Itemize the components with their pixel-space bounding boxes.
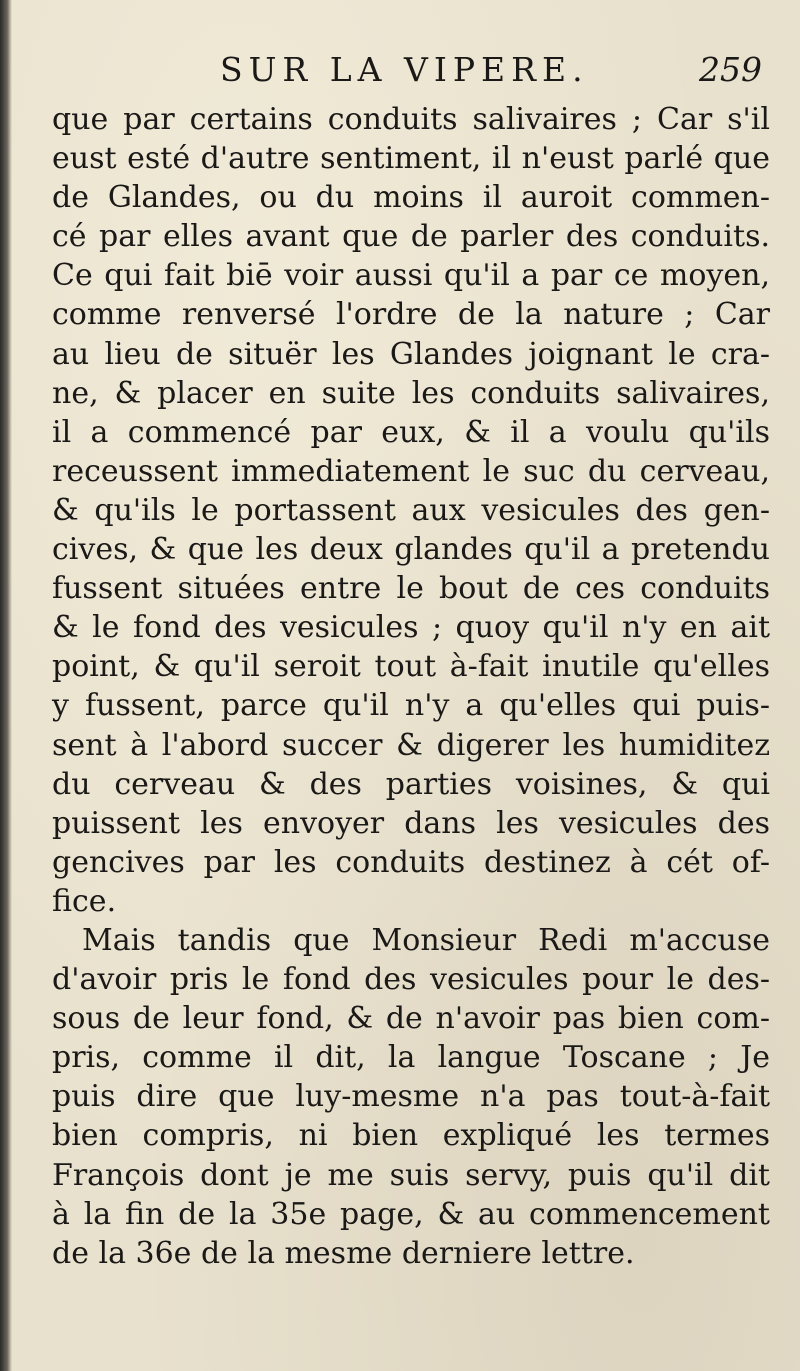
running-head: SUR LA VIPERE.	[220, 50, 589, 89]
text-line: de Glandes, ou du moins il auroit commen-	[52, 180, 770, 216]
text-line: que par certains conduits salivaires ; Car s'il	[52, 102, 770, 137]
text-line: cé par elles avant que de parler des conduits.	[52, 219, 770, 255]
text-line: sent à l'abord succer & digerer les humiditez	[52, 727, 770, 763]
text-line: fice.	[52, 883, 117, 919]
text-line: sous de leur fond, & de n'avoir pas bien com-	[52, 1001, 770, 1037]
text-line: puissent les envoyer dans les vesicules des	[52, 805, 770, 841]
paragraph-1	[52, 100, 770, 921]
text-line: François dont je me suis servy, puis qu'il dit	[52, 1157, 770, 1193]
text-line: de la 36e de la mesme derniere lettre.	[52, 1235, 635, 1271]
text-line: Ce qui fait biē voir aussi qu'il a par ce moyen,	[52, 258, 770, 294]
text-line: du cerveau & des parties voisines, & qui	[52, 766, 770, 802]
page-binding-edge	[0, 0, 12, 1371]
page-number: 259	[699, 50, 762, 89]
text-line: Mais tandis que Monsieur Redi m'accuse	[82, 922, 770, 958]
text-line: au lieu de situër les Glandes joignant le cra-	[52, 336, 770, 372]
text-line: d'avoir pris le fond des vesicules pour le des-	[52, 962, 770, 998]
text-line: il a commencé par eux, & il a voulu qu'ils	[52, 414, 770, 450]
text-line: fussent situées entre le bout de ces conduits	[52, 571, 770, 607]
text-line: gencives par les conduits destinez à cét of-	[52, 844, 770, 880]
text-line: puis dire que luy-mesme n'a pas tout-à-fait	[52, 1079, 770, 1115]
text-line: & le fond des vesicules ; quoy qu'il n'y en ait	[52, 610, 770, 646]
text-line: receussent immediatement le suc du cerveau,	[52, 453, 770, 489]
body-text	[52, 100, 770, 1273]
page-header	[52, 50, 770, 100]
text-line: pris, comme il dit, la langue Toscane ; Je	[52, 1040, 770, 1076]
text-line: point, & qu'il seroit tout à-fait inutile qu'elles	[52, 649, 770, 685]
paragraph-2	[52, 921, 770, 1273]
text-line: comme renversé l'ordre de la nature ; Car	[52, 297, 770, 333]
text-line: à la fin de la 35e page, & au commencement	[52, 1196, 770, 1232]
text-line: y fussent, parce qu'il n'y a qu'elles qui puis-	[52, 688, 770, 724]
text-line: ne, & placer en suite les conduits salivaires,	[52, 375, 770, 411]
text-line: & qu'ils le portassent aux vesicules des gen-	[52, 492, 770, 528]
text-line: cives, & que les deux glandes qu'il a pretendu	[52, 532, 770, 568]
text-line: bien compris, ni bien expliqué les termes	[52, 1118, 770, 1154]
text-line: eust esté d'autre sentiment, il n'eust parlé que	[52, 141, 770, 177]
